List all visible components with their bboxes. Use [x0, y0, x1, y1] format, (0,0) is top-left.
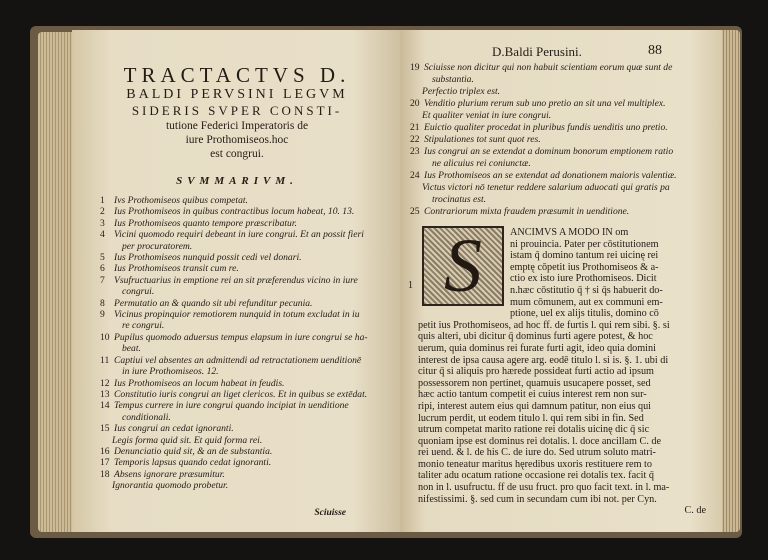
- item-text: Ius congrui an se extendat a dominum bonorum emptionem ratio: [424, 146, 674, 157]
- item-text: Vicinus propinquior remotiorem nunquid in totum excludat in iu: [114, 309, 360, 321]
- item-subline: Victus victori nō tenetur reddere salarium aduocati qui gratis pa: [422, 182, 670, 193]
- list-item: [410, 206, 714, 218]
- text-line: istam q̄ domino tantum rei uicinę rei: [510, 250, 659, 262]
- item-number: 9: [100, 309, 105, 321]
- list-item: [100, 378, 396, 389]
- summary-list-continued: [410, 62, 714, 218]
- text-line: uerum, quia dominus rei furate furti agit, ideo quia domini: [418, 342, 656, 354]
- item-text: Pupilus quomodo aduersus tempus elapsum in iure congrui se ha-: [114, 331, 368, 343]
- item-number: 17: [100, 457, 110, 469]
- list-item: [100, 263, 396, 274]
- catchword: Sciuisse: [314, 508, 346, 518]
- list-item: [100, 298, 396, 309]
- item-number: 20: [410, 98, 420, 109]
- list-item: [100, 206, 396, 217]
- title-line: tutione Federici Imperatoris de: [165, 120, 309, 132]
- item-text: Ius Prothomiseos in quibus contractibus locum habeat, 10. 13.: [114, 206, 355, 218]
- item-continuation: ne alicuius rei coniunctæ.: [432, 158, 531, 169]
- text-line: ctio ex isto iure Prothomiseos. Dicit: [510, 273, 657, 285]
- item-number: 8: [100, 297, 105, 309]
- title-line: iure Prothomiseos.hoc: [185, 134, 289, 146]
- item-number: 4: [100, 229, 105, 241]
- text-line: non in l. usufructu. ff de usu fruct. pro quo facit text. in l. ma-: [418, 482, 670, 494]
- item-text: Ius Prothomiseos nunquid possit cedi vel donari.: [114, 252, 302, 264]
- text-line: emptę cōpetit ius Prothomiseos & a-: [510, 261, 659, 273]
- list-item: [100, 195, 396, 206]
- text-line: mum cōmunem, aut ex communi em-: [510, 296, 663, 308]
- item-text: Absens ignorare præsumitur.: [114, 468, 225, 480]
- text-line: possessorem non pertinet, quamuis usucapere posset, sed: [418, 377, 651, 389]
- left-page: [72, 30, 402, 532]
- list-item: [100, 446, 396, 457]
- decorated-initial: S: [422, 226, 504, 306]
- item-number: 6: [100, 263, 105, 275]
- list-item: [410, 170, 714, 182]
- item-text: Vsufructuarius in emptione rei an sit præferendus vicino in iure: [114, 274, 358, 286]
- item-number: 1: [100, 195, 105, 206]
- item-text: Ius Prothomiseos quanto tempore præscribatur.: [114, 217, 297, 229]
- item-text: Venditio plurium rerum sub uno pretio an sit una vel multiplex.: [424, 98, 666, 109]
- item-continuation: re congrui.: [122, 320, 165, 332]
- text-line: taliter adu ocatum ratione occasione rei dotalis tex. facit q̄: [418, 470, 654, 482]
- item-text: Euictio qualiter procedat in pluribus fundis uenditis uno pretio.: [424, 122, 668, 133]
- item-text: Sciuisse non dicitur qui non habuit scientiam eorum quæ sunt de: [424, 62, 673, 73]
- list-item: [410, 122, 714, 134]
- list-item: [410, 146, 714, 158]
- right-page: [400, 30, 722, 532]
- text-line: ni prouincia. Pater per cōstitutionem: [510, 238, 659, 250]
- item-number: 16: [100, 445, 110, 457]
- text-line: utrum competat marito ratione rei dotalis uicinę dic q̄ sic: [418, 424, 650, 436]
- item-continuation: beat.: [122, 343, 141, 355]
- item-text: Ius congrui an cedat ignoranti.: [114, 423, 234, 435]
- item-continuation: substantia.: [432, 74, 474, 85]
- item-number: 22: [410, 134, 420, 145]
- list-item: [100, 275, 396, 286]
- item-number: 11: [100, 354, 110, 366]
- item-number: 2: [100, 206, 105, 218]
- item-number: 14: [100, 400, 110, 412]
- item-text: Ius Prothomiseos transit cum re.: [114, 263, 239, 275]
- margin-number: 1: [408, 280, 413, 291]
- item-text: Ius Prothomiseos an locum habeat in feudis.: [114, 377, 285, 389]
- text-line: interest de ipsa causa agere arg. eodē titulo l. si is. §. 1. ubi di: [418, 354, 669, 366]
- item-continuation: congrui.: [122, 286, 155, 298]
- item-number: 19: [410, 62, 420, 73]
- title-line: BALDI PERVSINI LEGVM: [126, 87, 348, 102]
- title-line: TRACTACTVS D.: [123, 63, 351, 87]
- item-text: Tempus currere in iure congrui quando incipiat in uenditione: [114, 400, 349, 412]
- item-subline: Perfectio triplex est.: [422, 86, 501, 97]
- text-line: C. de: [684, 505, 706, 517]
- list-item: [100, 332, 396, 343]
- item-number: 21: [410, 122, 420, 133]
- text-line: citur q̄ si aliquis pro hærede possideat furti actio ad ipsum: [418, 366, 654, 378]
- item-text: Ivs Prothomiseos quibus competat.: [114, 195, 248, 206]
- list-item: [100, 400, 396, 411]
- item-continuation: conditionali.: [122, 411, 171, 423]
- item-subline: Et qualiter veniat in iure congrui.: [422, 110, 552, 121]
- text-line: ptione, uel ex alijs titulis, domino cō: [510, 308, 659, 320]
- list-item: [100, 218, 396, 229]
- item-number: 3: [100, 217, 105, 229]
- text-line: quis alteri, ubi dicitur q̄ dominus furti agere potest, & hoc: [418, 331, 653, 343]
- item-number: 10: [100, 331, 110, 343]
- list-item: [100, 229, 396, 240]
- page-number: 88: [648, 43, 662, 58]
- list-item: [100, 457, 396, 468]
- list-item: [100, 389, 396, 400]
- item-number: 13: [100, 388, 110, 400]
- item-text: Permutatio an & quando sit ubi refunditur pecunia.: [114, 297, 313, 309]
- item-number: 18: [100, 468, 110, 480]
- item-number: 5: [100, 252, 105, 264]
- text-line: nifestissimi. §. sed cum in secundam cum ibi not. per Cyn.: [418, 493, 657, 505]
- summary-list: [100, 195, 396, 492]
- text-line: petit ius Prothomiseos, ad hoc ff. de furtis l. qui rem sibi. §. si: [418, 319, 670, 331]
- text-line: rei uend. & l. de his C. de iure do. Sed utrum soluto matri-: [418, 447, 656, 459]
- list-item: [100, 469, 396, 480]
- text-line: quoniam ipse est dominus rei dotalis. l. doce ancillam C. de: [418, 435, 662, 447]
- text-line: lucrum perdit, ut eodem titulo l. qui rem sibi in fin. Sed: [418, 412, 644, 424]
- list-item: [100, 355, 396, 366]
- list-item: [410, 62, 714, 74]
- item-subline: Ignorantia quomodo probetur.: [112, 480, 229, 492]
- item-text: Vicini quomodo requiri debeant in iure congrui. Et an possit fieri: [114, 229, 364, 241]
- item-text: Temporis lapsus quando cedat ignoranti.: [114, 457, 272, 469]
- item-continuation: in iure Prothomiseos. 12.: [122, 366, 219, 378]
- text-line: n.hæc cōstitutio q̄ † si q̄s habuerit do-: [510, 284, 663, 296]
- title-line: est congrui.: [210, 148, 264, 160]
- item-number: 7: [100, 274, 105, 286]
- item-number: 15: [100, 423, 110, 435]
- list-item: [100, 423, 396, 434]
- list-item: [410, 98, 714, 110]
- item-text: Captiui vel absentes an admittendi ad retractationem uenditionē: [114, 354, 362, 366]
- text-line: hæc actio tantum competit ei cuius interest rem non sur-: [418, 389, 647, 401]
- item-number: 24: [410, 170, 420, 181]
- title-line: SIDERIS SVPER CONSTI-: [131, 103, 343, 118]
- item-continuation: per procuratorem.: [122, 240, 193, 252]
- item-text: Stipulationes tot sunt quot res.: [424, 134, 541, 145]
- item-text: Constitutio iuris congrui an liget clericos. Et in quibus se extēdat.: [114, 388, 368, 400]
- list-item: [100, 252, 396, 263]
- item-number: 23: [410, 146, 420, 157]
- item-number: 12: [100, 377, 110, 389]
- list-item: [100, 309, 396, 320]
- text-line: ANCIMVS A MODO IN om: [510, 227, 629, 238]
- item-number: 25: [410, 206, 420, 217]
- running-head: D.Baldi Perusini.: [492, 44, 582, 59]
- item-continuation: trocinatus est.: [432, 194, 487, 205]
- text-line: monio teneatur maritus hęredibus uxoris restituere rem to: [418, 458, 652, 470]
- item-subline: Legis forma quid sit. Et quid forma rei.: [112, 434, 263, 446]
- item-text: Contrariorum mixta fraudem præsumit in uenditione.: [424, 206, 630, 217]
- list-item: [410, 134, 714, 146]
- item-text: Denunciatio quid sit, & an de substantia.: [114, 445, 273, 457]
- item-text: Ius Prothomiseos an se extendat ad donationem maioris valentiæ.: [424, 170, 677, 181]
- text-line: ripi, interest autem eius qui damnum patitur, non eius qui: [418, 400, 652, 412]
- summary-heading: SVMMARIVM.: [176, 175, 298, 187]
